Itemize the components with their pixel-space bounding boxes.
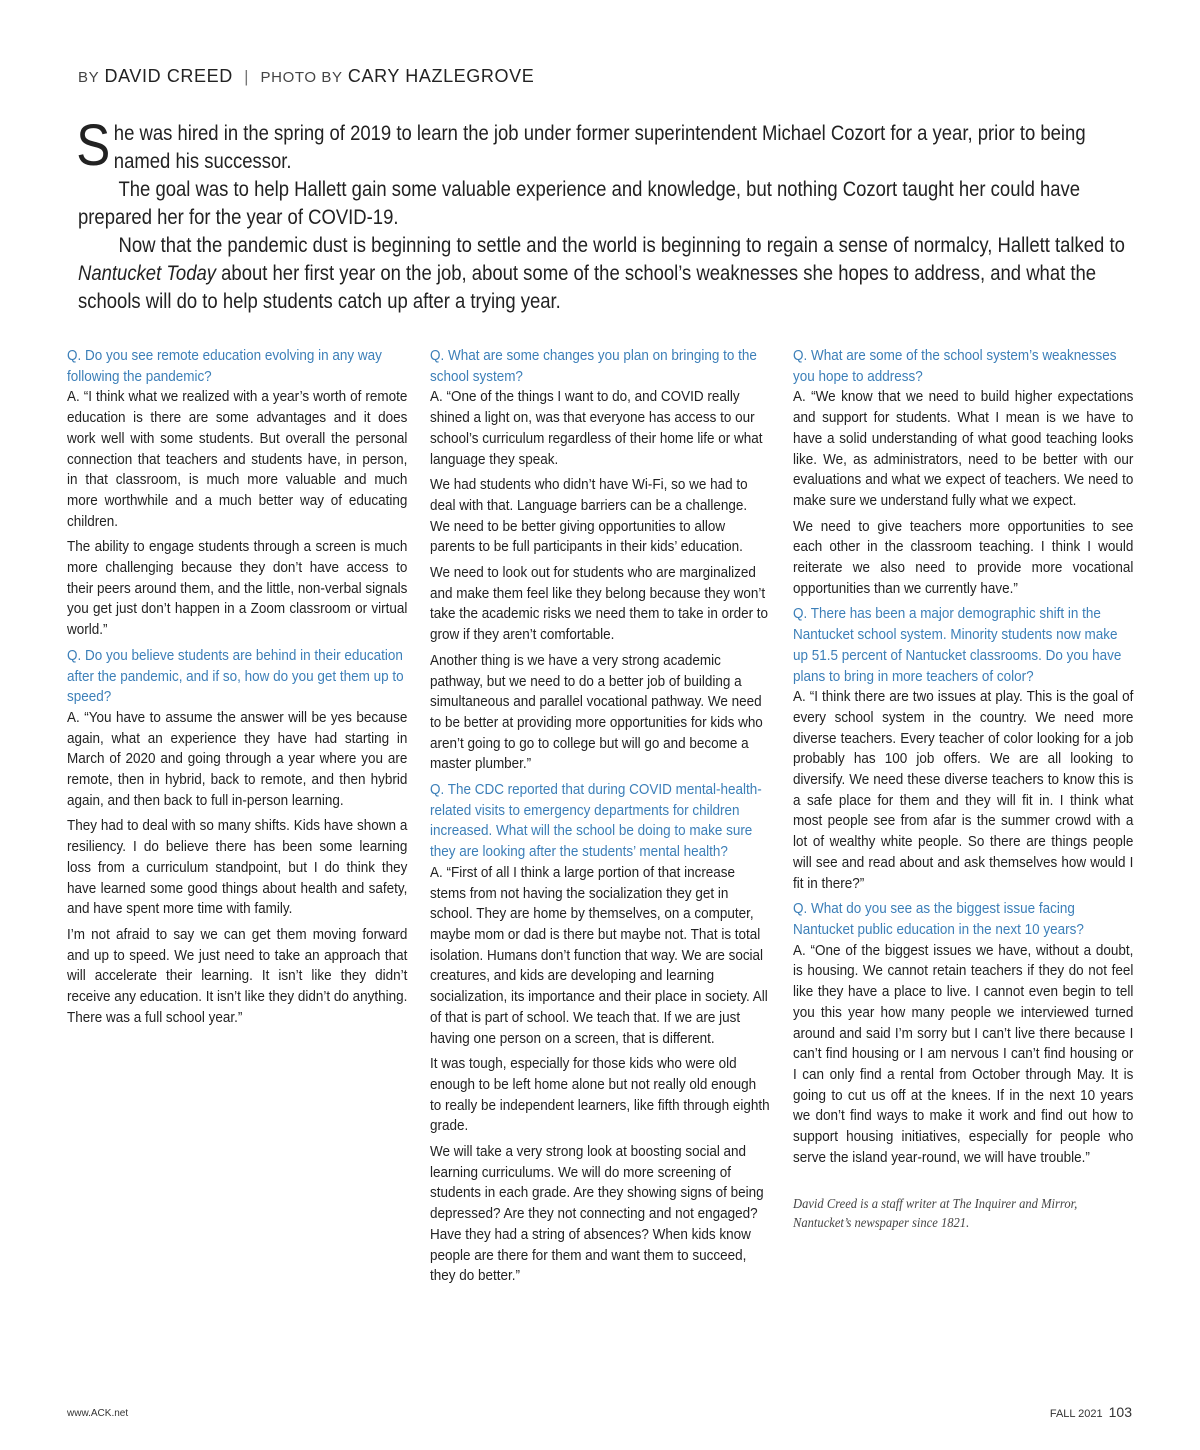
dropcap: S (76, 113, 111, 178)
byline-photo-by: PHOTO BY (260, 69, 343, 86)
intro-paragraph-2: The goal was to help Hallett gain some valuable experience and knowledge, but nothing Cozort taught her could have prepared her for the year of COVID-19. (78, 178, 1081, 229)
column-2 (430, 346, 770, 1292)
answer-paragraph: We will take a very strong look at boosting social and learning curriculums. We will do more screening of students in each grade. Are they showing signs of being depressed? Are they not connecting and not engaged? Have they had a string of absences? When kids know people are there for them and want them to succeed, they do better.” (430, 1144, 764, 1285)
question: Q. What are some of the school system’s weaknesses you hope to address? (793, 348, 1117, 385)
answer: A. “First of all I think a large portion of that increase stems from not having the socialization they get in school. They are home by themselves, on a computer, maybe mom or dad is there but maybe not. That is total isolation. Humans don’t function that way. We are social creatures, and kids are developing and learning socialization, its importance and their place in society. All of that is part of school. We teach that. If we are just having one person on a screen, that is different. (430, 864, 768, 1047)
byline-divider: | (244, 67, 250, 86)
answer-paragraph: We need to give teachers more opportunities to see each other in the classroom teaching. I think I would reiterate we also need to provide more vocational opportunities than we currently have.” (793, 518, 1134, 597)
intro-text-1: he was hired in the spring of 2019 to learn the job under former superintendent Michael Cozort for a year, prior to being named his successor. (113, 122, 1086, 173)
answer: A. “One of the biggest issues we have, without a doubt, is housing. We cannot retain teachers if they do not feel like they have a place to live. I cannot even begin to tell you this year how many people we interviewed turned around and said I’m sorry but I can’t live there because I can’t find housing or I am nervous I can’t find housing or I can only find a rental from October through May. It is going to cut us off at the knees. If in the next 10 years we don’t find ways to make it work and find out how to support housing initiatives, especially for people who serve the island year-round, we will have trouble.” (793, 942, 1134, 1166)
publication-name: Nantucket Today (78, 262, 217, 285)
question: Q. There has been a major demographic shift in the Nantucket school system. Minority students now make up 51.5 percent of Nantucket classrooms. Do you have plans to bring in more teachers of color? (793, 606, 1122, 685)
answer-paragraph: They had to deal with so many shifts. Kids have shown a resiliency. I do believe there has been some learning loss from a curriculum standpoint, but I do think they have learned some good things about health and safety, and have spent more time with family. (67, 818, 408, 918)
byline-author: DAVID CREED (104, 66, 233, 86)
intro-paragraph-3 (78, 232, 1130, 316)
intro-text-3a: Now that the pandemic dust is beginning to settle and the world is beginning to regain a sense of normalcy, Hallett talked to (118, 234, 1125, 257)
answer-paragraph: The ability to engage students through a screen is much more challenging because they don’t have access to their peers around them, and the little, non-verbal signals you get just don’t happen in a Zoom classroom or virtual world.” (67, 539, 408, 639)
footer-issue (1050, 1404, 1132, 1420)
answer: A. “I think there are two issues at play. This is the goal of every school system in the country. We need more diverse teachers. Every teacher of color looking for a job probably has 100 job offers. We are all looking to diversify. We need these diverse teachers to know this is a safe place for them and they will fit in. I think what most people see from afar is the summer crowd with a lot of wealthy white people. So there are things people will see and read about and ask themselves how would I fit in there?” (793, 689, 1134, 892)
answer-paragraph: I’m not afraid to say we can get them moving forward and up to speed. We just need to take an approach that will accelerate their learning. It isn’t like they didn’t receive any education. It isn’t like they didn’t do anything. There was a full school year.” (67, 926, 408, 1026)
byline-by: BY (78, 69, 100, 86)
question: Q. Do you believe students are behind in their education after the pandemic, and if so, how do you get them up to speed? (67, 647, 404, 706)
byline (78, 66, 534, 87)
answer: A. “We know that we need to build higher expectations and support for students. What I mean is we have to have a solid understanding of what good teaching looks like. We, as administrators, need to be better with our evaluations and what we expect of teachers. We need to make sure we understand fully what we expect. (793, 389, 1134, 509)
intro-text-3b: about her first year on the job, about some of the school’s weaknesses she hopes to address, and what the schools will do to help students catch up after a trying year. (78, 262, 1097, 313)
question: Q. What do you see as the biggest issue facing Nantucket public education in the next 10 years? (793, 901, 1084, 938)
question: Q. Do you see remote education evolving in any way following the pandemic? (67, 348, 382, 385)
answer: A. “One of the things I want to do, and COVID really shined a light on, was that everyone has access to our school’s curriculum regardless of their home life or what language they speak. (430, 389, 763, 468)
column-1 (67, 346, 407, 1034)
question: Q. What are some changes you plan on bringing to the school system? (430, 348, 757, 385)
column-3 (793, 346, 1133, 1246)
answer: A. “You have to assume the answer will be yes because again, what an experience they have had starting in March of 2020 and going through a year where you are remote, then in hybrid, back to remote, and then hybrid again, and then back to full in-person learning. (67, 709, 408, 809)
answer-paragraph: We need to look out for students who are marginalized and make them feel like they belong because they won’t take the academic risks we need them to take in order to grow if they aren’t comfortable. (430, 565, 769, 644)
intro (76, 113, 1130, 316)
answer-paragraph: We had students who didn’t have Wi-Fi, so we had to deal with that. Language barriers can be a challenge. We need to be better giving opportunities to allow parents to be full participants in their kids’ education. (430, 477, 748, 556)
issue-label: FALL 2021 (1049, 1408, 1103, 1420)
answer-paragraph: Another thing is we have a very strong academic pathway, but we need to do a better job of building a simultaneous and parallel vocational pathway. We need to be better at providing more opportunities for kids who aren’t going to go to college but will go and become a master plumber.” (430, 652, 763, 773)
intro-paragraph-1 (76, 113, 1130, 178)
footer-website: www.ACK.net (67, 1408, 129, 1419)
answer-paragraph: It was tough, especially for those kids who were old enough to be left home alone but not really old enough to really be independent learners, like fifth through eighth grade. (430, 1056, 770, 1135)
page-number: 103 (1108, 1404, 1132, 1420)
question: Q. The CDC reported that during COVID mental-health-related visits to emergency departments for children increased. What will the school be doing to make sure they are looking after the students’ mental health? (430, 782, 762, 861)
author-credit: David Creed is a staff writer at The Inquirer and Mirror, Nantucket’s newspaper since 1821. (793, 1196, 1078, 1231)
answer: A. “I think what we realized with a year’s worth of remote education is there are some advantages and it does work well with some students. But overall the personal connection that teachers and students have, in person, in that classroom, is much more valuable and much more worthwhile and a much better way of educating children. (67, 389, 408, 530)
byline-photographer: CARY HAZLEGROVE (347, 66, 535, 86)
